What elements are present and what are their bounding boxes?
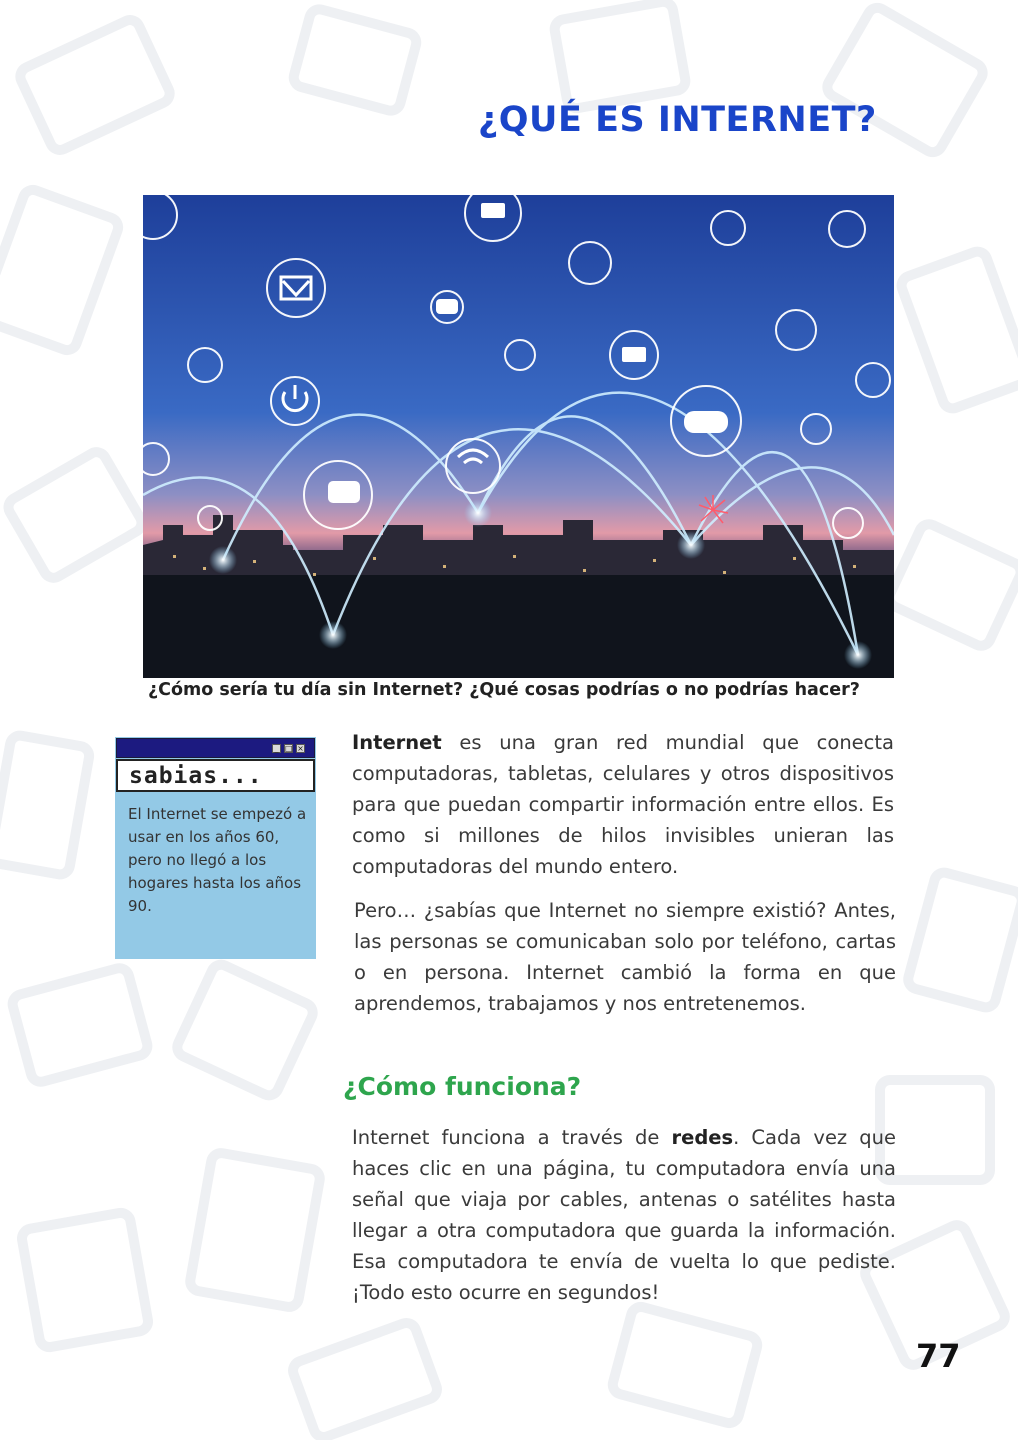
how-bold-term: redes — [671, 1126, 734, 1149]
section-heading: ¿Cómo funciona? — [343, 1072, 582, 1101]
history-paragraph: Pero… ¿sabías que Internet no siempre existió? Antes, las personas se comunicaban solo por teléfono, cartas o en persona. Internet cambió la forma en que aprendemos, trabajamos y nos entretenemos. — [354, 899, 896, 1015]
did-you-know-text: El Internet se empezó a usar en los años 60, pero no llegó a los hogares hasta los años 90. — [128, 805, 307, 915]
window-title-bar — [116, 738, 315, 758]
intro-text: es una gran red mundial que conecta computadoras, tabletas, celulares y otros dispositivos para que puedan compartir información entre ellos. Es como si millones de hilos invisibles unieran las computadoras del mundo entero. — [352, 731, 894, 878]
intro-paragraph — [352, 727, 894, 882]
image-caption: ¿Cómo sería tu día sin Internet? ¿Qué cosas podrías o no podrías hacer? — [148, 680, 860, 700]
maximize-icon: □ — [285, 744, 293, 753]
minimize-icon: _ — [272, 744, 281, 753]
how-text-before: Internet funciona a través de — [352, 1126, 672, 1149]
page-title: ¿QUÉ ES INTERNET? — [478, 100, 877, 140]
did-you-know-box — [115, 737, 316, 959]
intro-bold-term: Internet — [352, 731, 442, 754]
how-it-works-paragraph — [352, 1122, 896, 1308]
hero-image — [143, 195, 894, 678]
how-text-after: . Cada vez que haces clic en una página, tu computadora envía una señal que viaja por cables, antenas o satélites hasta llegar a otra computadora que guarda la información. Esa computadora te envía de vuelta lo que pediste. ¡Todo esto ocurre en segundos! — [352, 1126, 896, 1304]
did-you-know-heading-box — [116, 759, 315, 792]
did-you-know-heading: sabias... — [129, 763, 263, 789]
page-number: 77 — [916, 1337, 961, 1375]
close-icon: × — [297, 744, 304, 753]
